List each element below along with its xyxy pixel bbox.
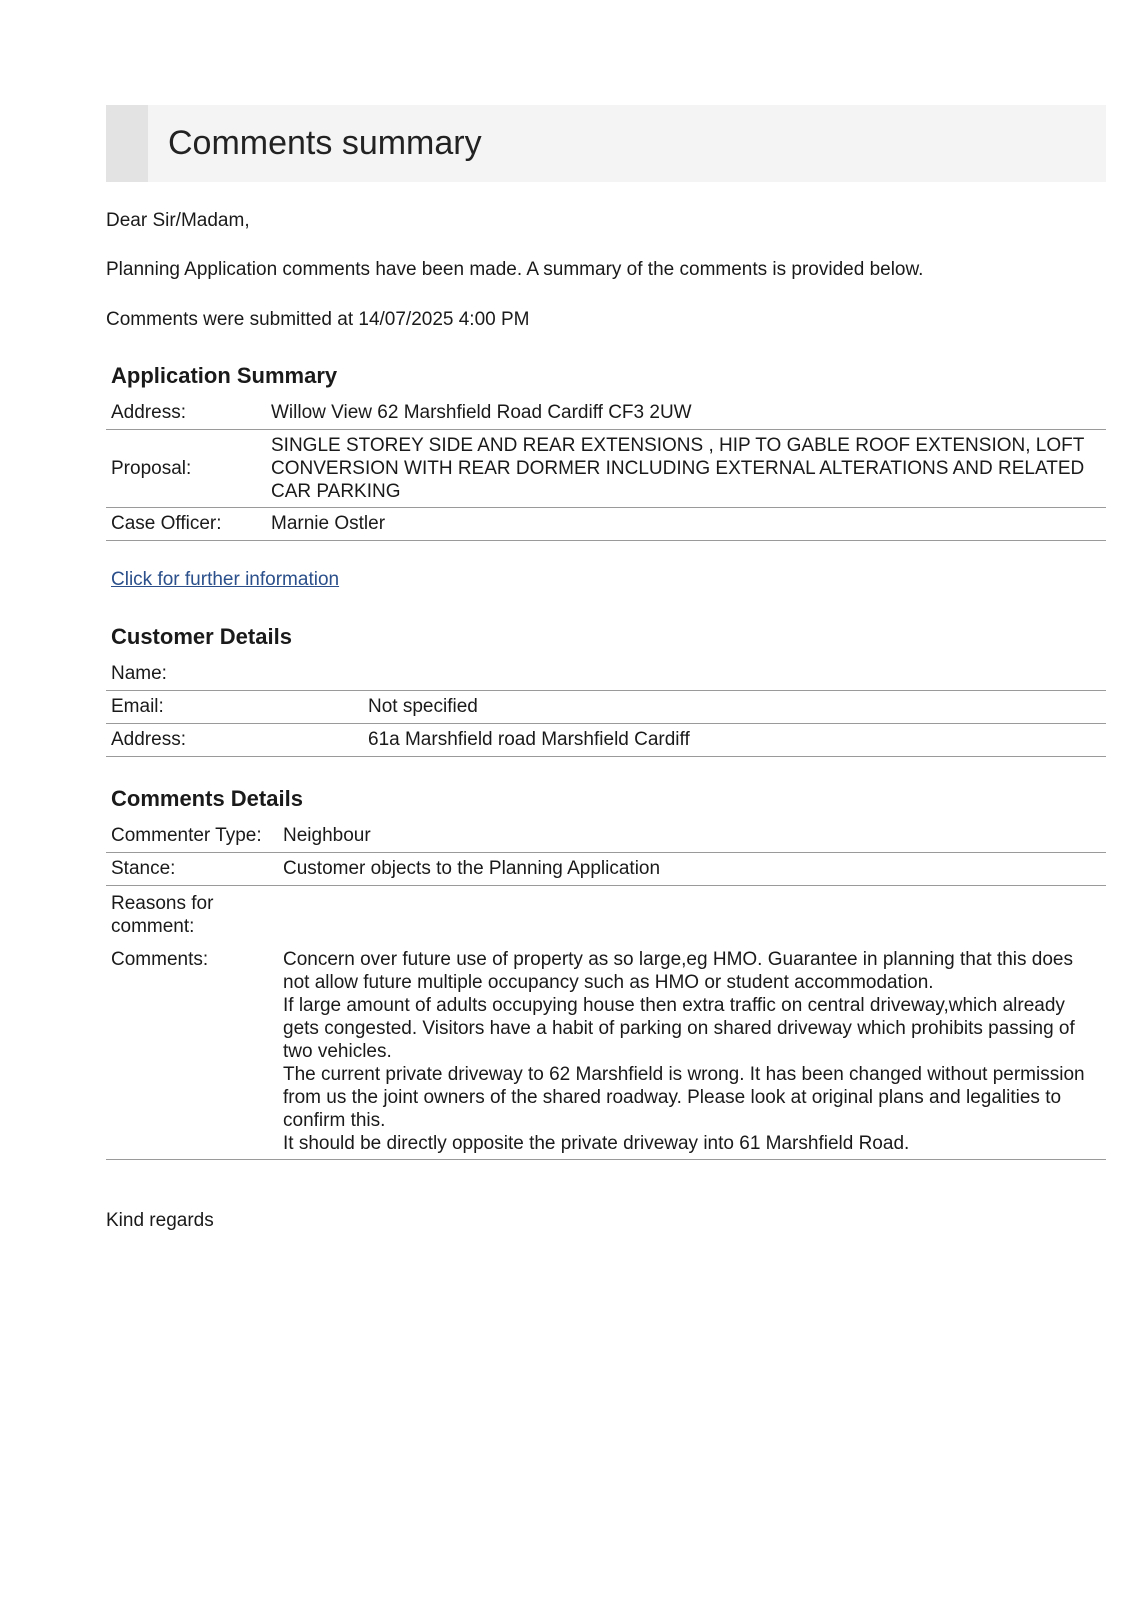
application-summary-heading: Application Summary (111, 363, 338, 388)
comments-details-heading: Comments Details (111, 786, 303, 811)
application-address-label: Address: (106, 396, 266, 429)
further-information-link[interactable]: Click for further information (111, 569, 340, 590)
stance-label: Stance: (106, 852, 278, 885)
case-officer-row (106, 507, 1106, 540)
comments-text (278, 943, 1106, 1160)
case-officer-label: Case Officer: (106, 507, 266, 540)
customer-name-value (363, 657, 1106, 690)
customer-email-row (106, 690, 1106, 723)
customer-email-label: Email: (106, 690, 363, 723)
application-address-row (106, 396, 1106, 429)
comments-row (106, 943, 1106, 1160)
sign-off: Kind regards (106, 1210, 214, 1231)
stance-row (106, 852, 1106, 885)
commenter-type-row (106, 819, 1106, 852)
intro-message: Planning Application comments have been made. A summary of the comments is provided below. (106, 259, 924, 280)
customer-details-heading: Customer Details (111, 624, 292, 649)
case-officer-value: Marnie Ostler (266, 507, 1106, 540)
comments-details-table (106, 819, 1106, 1160)
customer-email-value: Not specified (363, 690, 1106, 723)
customer-address-row (106, 723, 1106, 756)
customer-details-table (106, 657, 1106, 757)
comment-line: If large amount of adults occupying house then extra traffic on central driveway,which already gets congested. Visitors have a habit of parking on shared driveway which prohibits passing of two vehicles. (283, 995, 1075, 1062)
commenter-type-label: Commenter Type: (106, 819, 278, 852)
page-title: Comments summary (168, 124, 482, 162)
comment-line: Concern over future use of property as so large,eg HMO. Guarantee in planning that this does not allow future multiple occupancy such as HMO or student accommodation. (283, 949, 1074, 993)
comment-line: It should be directly opposite the private driveway into 61 Marshfield Road. (283, 1133, 910, 1154)
greeting: Dear Sir/Madam, (106, 210, 250, 231)
customer-name-row (106, 657, 1106, 690)
reasons-label: Reasons for comment: (111, 892, 214, 937)
comment-line: The current private driveway to 62 Marshfield is wrong. It has been changed without permission from us the joint owners of the shared roadway. Please look at original plans and legalities to confirm this. (283, 1064, 1085, 1131)
reasons-value (278, 885, 1106, 943)
reasons-row (106, 885, 1106, 943)
submitted-time: Comments were submitted at 14/07/2025 4:00 PM (106, 309, 530, 330)
comments-label: Comments: (106, 943, 278, 1160)
proposal-row (106, 429, 1106, 507)
customer-name-label: Name: (106, 657, 363, 690)
proposal-value: SINGLE STOREY SIDE AND REAR EXTENSIONS , HIP TO GABLE ROOF EXTENSION, LOFT CONVERSION WITH REAR DORMER INCLUDING EXTERNAL ALTERATIONS AND RELATED CAR PARKING (266, 429, 1106, 507)
application-address-value: Willow View 62 Marshfield Road Cardiff CF3 2UW (266, 396, 1106, 429)
banner-accent (106, 105, 148, 182)
title-banner (106, 105, 1106, 182)
proposal-label: Proposal: (106, 429, 266, 507)
stance-value: Customer objects to the Planning Application (278, 852, 1106, 885)
customer-address-value: 61a Marshfield road Marshfield Cardiff (363, 723, 1106, 756)
application-summary-table (106, 396, 1106, 541)
customer-address-label: Address: (106, 723, 363, 756)
commenter-type-value: Neighbour (278, 819, 1106, 852)
